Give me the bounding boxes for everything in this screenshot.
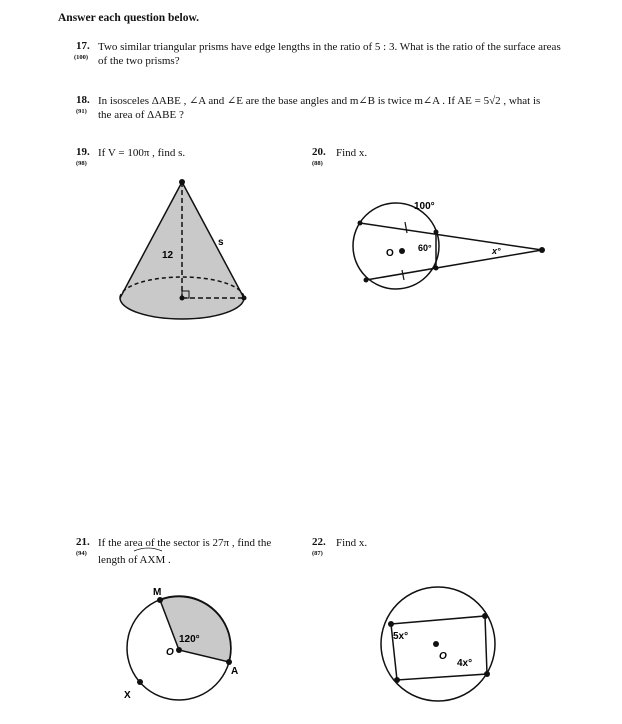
question-20-number: 20. (312, 146, 326, 158)
question-17-line2: of the two prisms? (98, 55, 180, 67)
question-22-number: 22. (312, 536, 326, 548)
point-vertex (539, 247, 545, 253)
cone-center-dot (180, 296, 185, 301)
point-upper-left (358, 221, 363, 226)
question-22-text: Find x. (336, 537, 368, 549)
point-x (137, 679, 143, 685)
question-19-source: (98) (76, 160, 87, 167)
inscribed-quad-figure (375, 582, 505, 704)
cone-figure (110, 175, 260, 325)
angle-label: 60° (418, 243, 432, 253)
point-lower-left (364, 278, 369, 283)
question-20-text: Find x. (336, 147, 368, 159)
sector-circle-figure (115, 582, 250, 702)
question-21-line2: length of AXM . (98, 554, 171, 566)
center-dot (176, 647, 182, 653)
tick-lower (402, 270, 404, 280)
tick-upper (405, 222, 407, 233)
question-20-source: (88) (312, 160, 323, 167)
vertex-top-left (388, 621, 394, 627)
secant-circle-figure (350, 195, 550, 295)
arc-label: 100° (414, 201, 435, 212)
question-17-line1: Two similar triangular prisms have edge lengths in the ratio of 5 : 3. What is the ratio of the surface areas (98, 41, 561, 53)
center-label: O (439, 651, 447, 662)
cone-apex-dot (179, 179, 185, 185)
question-17-number: 17. (76, 40, 90, 52)
height-label: 12 (162, 250, 174, 261)
question-18-line1: In isosceles ΔABE , ∠A and ∠E are the base angles and m∠B is twice m∠A . If AE = 5√2 , what is (98, 95, 541, 107)
question-18-line2: the area of ΔABE ? (98, 109, 184, 121)
center-dot (399, 248, 405, 254)
vertex-bottom-left (394, 677, 400, 683)
angle-label-4x: 4x° (457, 658, 473, 669)
x-angle-label: x° (492, 246, 501, 256)
label-a: A (231, 666, 239, 677)
question-18-source: (91) (76, 108, 87, 115)
point-a (226, 659, 232, 665)
question-21-source: (94) (76, 550, 87, 557)
secant-upper (360, 223, 542, 250)
question-19-number: 19. (76, 146, 90, 158)
center-label: O (386, 248, 394, 259)
cone-edge-dot (242, 296, 247, 301)
arc-overline-mark (132, 546, 164, 552)
question-22-source: (87) (312, 550, 323, 557)
question-17-source: (100) (74, 54, 89, 61)
label-o: O (166, 647, 174, 658)
question-19-text: If V = 100π , find s. (98, 147, 186, 159)
angle-label: 120° (179, 634, 200, 645)
vertex-bottom-right (484, 671, 490, 677)
question-21-line1: If the area of the sector is 27π , find the (98, 537, 272, 549)
page-header: Answer each question below. (58, 12, 199, 24)
question-21-number: 21. (76, 536, 90, 548)
label-m: M (153, 587, 162, 598)
label-x: X (124, 690, 131, 701)
point-lower-right (434, 266, 439, 271)
question-18-number: 18. (76, 94, 90, 106)
vertex-top-right (482, 613, 488, 619)
point-upper-right (434, 230, 439, 235)
angle-label-5x: 5x° (393, 631, 409, 642)
slant-label: s (218, 237, 224, 248)
center-dot (433, 641, 439, 647)
quadrilateral (391, 616, 487, 680)
